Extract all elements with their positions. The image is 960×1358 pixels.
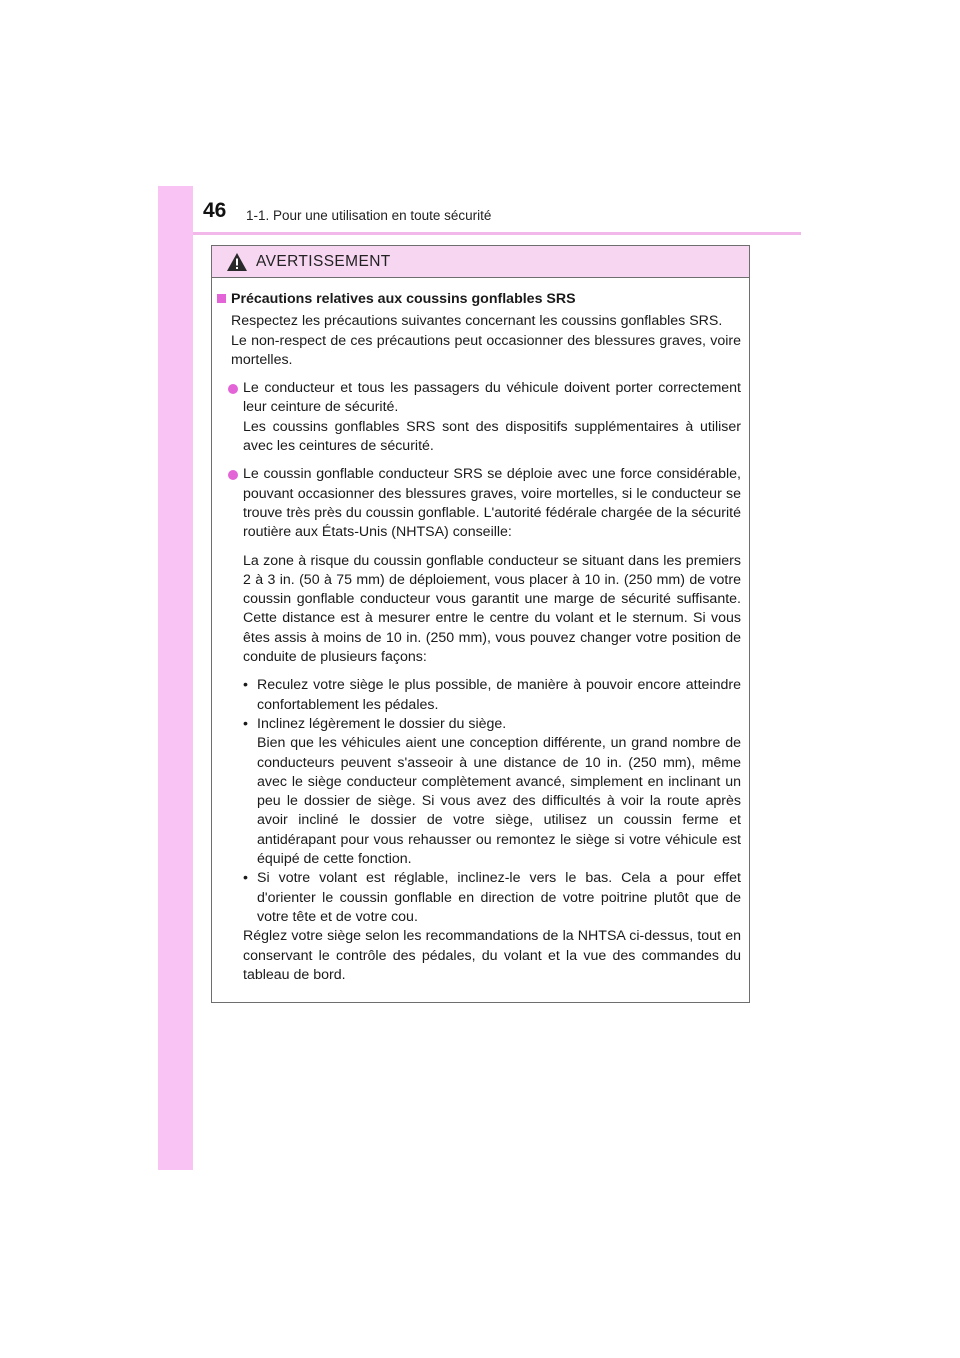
sub-item-continuation: Bien que les véhicules aient une conception différente, un grand nombre de conducteurs peuvent s'asseoir à une distance de 10 in. (250 mm), même avec le siège conducteur complètement avancé, simplement en inclinant un peu le dossier de siège. Si vous avez des difficultés à voir la route après avoir incliné le dossier de votre siège, utilisez un coussin ferme et antidérapant pour vous rehausser ou remontez le siège si votre véhicule est équipé de cette fonction. bbox=[257, 735, 741, 868]
intro-paragraph: Respectez les précautions suivantes concernant les coussins gonflables SRS. bbox=[231, 313, 723, 330]
section-title: 1-1. Pour une utilisation en toute sécurité bbox=[246, 208, 492, 223]
sub-bullet-marker: • bbox=[243, 715, 248, 732]
sub-bullet-marker: • bbox=[243, 677, 248, 694]
sub-bullet-marker: • bbox=[243, 870, 248, 887]
sub-list-item bbox=[212, 676, 741, 715]
warning-body bbox=[212, 278, 749, 985]
sub-list-item bbox=[212, 869, 741, 927]
square-bullet-icon bbox=[217, 294, 226, 303]
closing-paragraph: Réglez votre siège selon les recommandations de la NHTSA ci-dessus, tout en conservant le contrôle des pédales, du volant et la vue des commandes du tableau de bord. bbox=[243, 928, 741, 983]
chapter-side-tab bbox=[158, 186, 193, 1170]
page-number: 46 bbox=[203, 199, 227, 222]
sub-list-item bbox=[212, 715, 741, 734]
section-heading bbox=[212, 290, 741, 309]
nhtsa-paragraph: La zone à risque du coussin gonflable conducteur se situant dans les premiers 2 à 3 in. (50 à 75 mm) de déploiement, vous placer à 10 in. (250 mm) de votre coussin gonflable conducteur vous garantit une marge de sécurité suffisante. Cette distance est à mesurer entre le centre du volant et le sternum. Si vous êtes assis à moins de 10 in. (250 mm), vous pouvez changer votre position de conduite de plusieurs façons: bbox=[243, 552, 741, 666]
circle-bullet-icon bbox=[228, 470, 238, 480]
bullet-item bbox=[212, 465, 741, 542]
sub-item-text: Inclinez légèrement le dossier du siège. bbox=[257, 715, 507, 732]
bullet-text: Le conducteur et tous les passagers du véhicule doivent porter correctement leur ceinture de sécurité. bbox=[243, 380, 741, 416]
sub-item-text: Reculez votre siège le plus possible, de manière à pouvoir encore atteindre confortablement les pédales. bbox=[257, 677, 741, 713]
bullet-text: Les coussins gonflables SRS sont des dispositifs supplémentaires à utiliser avec les ceintures de sécurité. bbox=[243, 418, 741, 455]
bullet-text: Le coussin gonflable conducteur SRS se déploie avec une force considérable, pouvant occasionner des blessures graves, voire mortelles, si le conducteur se trouve très près du coussin gonflable. L'autorité fédérale chargée de la sécurité routière aux États-Unis (NHTSA) conseille: bbox=[243, 466, 741, 541]
header-rule bbox=[193, 232, 801, 235]
intro-paragraph: Le non-respect de ces précautions peut occasionner des blessures graves, voire mortelles. bbox=[231, 332, 741, 368]
heading-text: Précautions relatives aux coussins gonflables SRS bbox=[231, 291, 576, 307]
warning-triangle-icon bbox=[226, 252, 248, 272]
warning-title: AVERTISSEMENT bbox=[256, 252, 391, 270]
warning-header bbox=[212, 246, 749, 278]
warning-box bbox=[211, 245, 750, 1003]
circle-bullet-icon bbox=[228, 384, 238, 394]
sub-item-text: Si votre volant est réglable, inclinez-le vers le bas. Cela a pour effet d'orienter le coussin gonflable en direction de votre poitrine plutôt que de votre tête et de votre cou. bbox=[257, 870, 741, 925]
bullet-item bbox=[212, 379, 741, 456]
